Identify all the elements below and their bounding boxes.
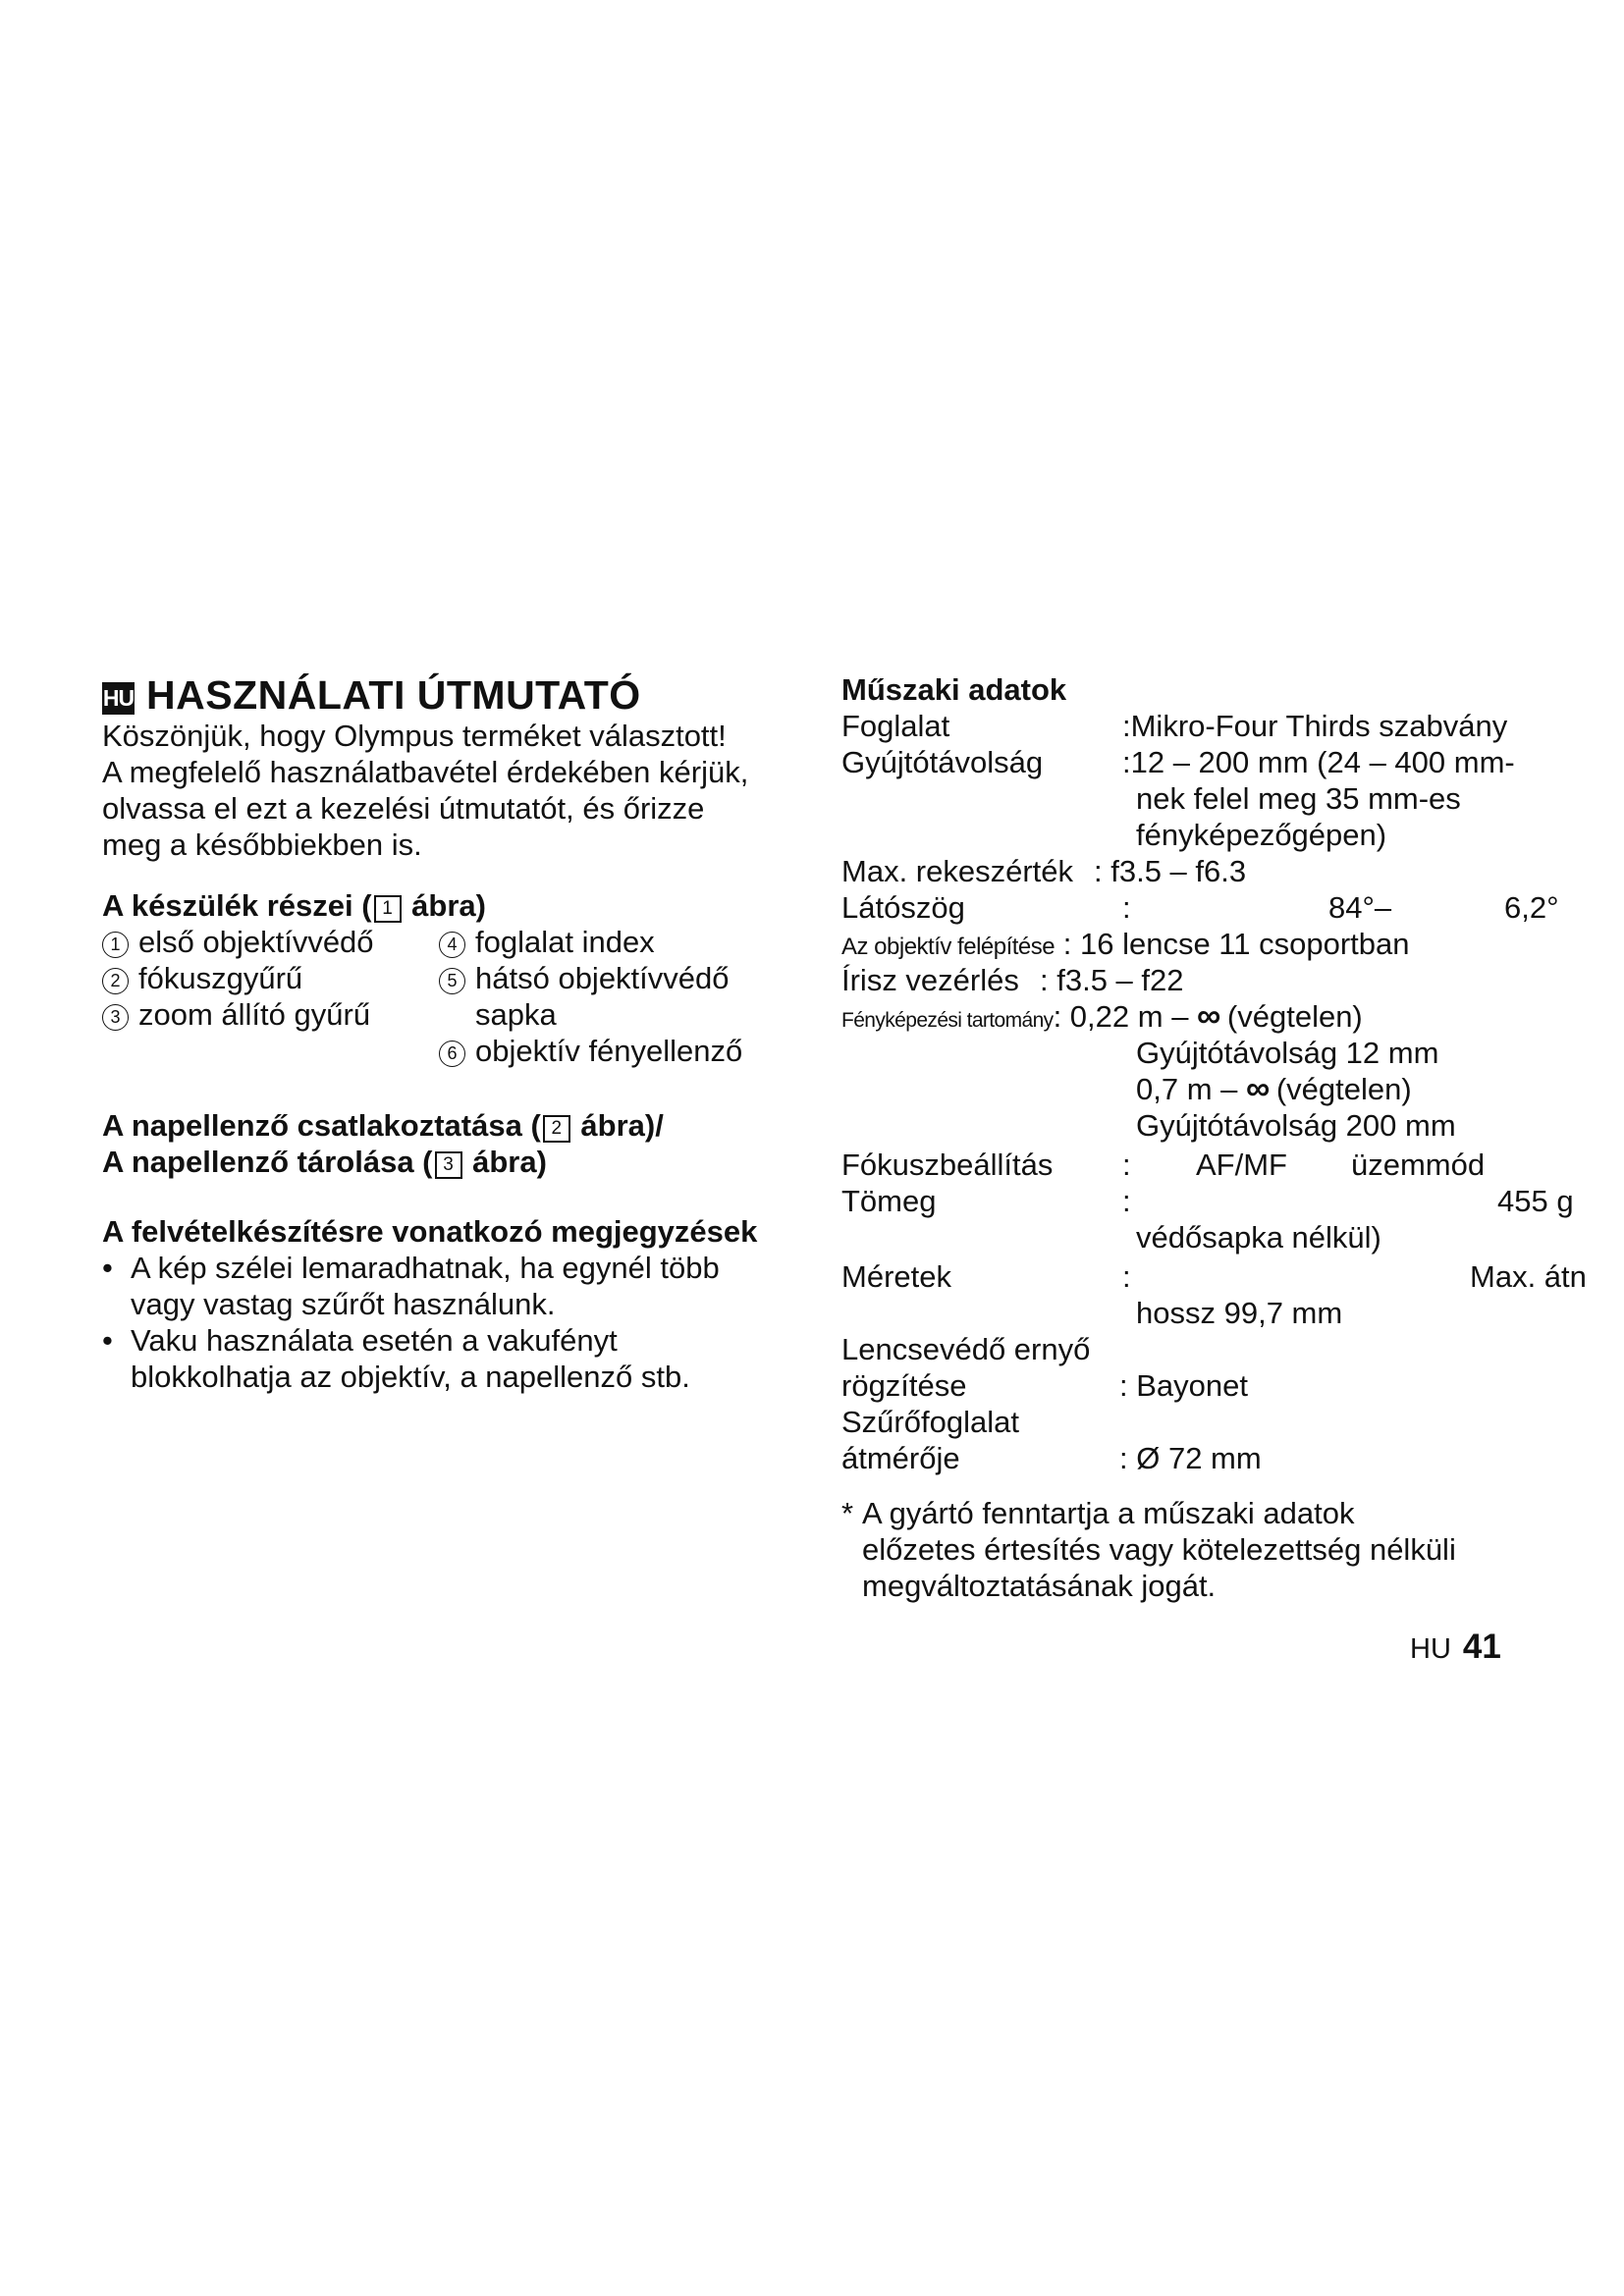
parts-heading-pre: A készülék részei ( <box>102 888 372 923</box>
spec-weight-value-2: védősapka nélkül) <box>1136 1220 1381 1255</box>
hood-heading-1 <box>102 1107 664 1144</box>
page-number: 41 <box>1462 1628 1501 1666</box>
note-1-line-1: A kép szélei lemaradhatnak, ha egynél több <box>131 1251 720 1285</box>
spec-angle-value-a: 84°– <box>1328 890 1392 925</box>
part-item-3 <box>102 996 370 1033</box>
footnote-line-2: előzetes értesítés vagy kötelezettség nélküli <box>862 1532 1456 1567</box>
part-label-4: foglalat index <box>475 925 655 959</box>
hu-language-badge: HU <box>102 682 135 715</box>
part-item-5 <box>439 960 730 996</box>
intro-line-4: meg a későbbiekben is. <box>102 828 422 862</box>
spec-focus-value-a: AF/MF <box>1196 1148 1287 1182</box>
spec-angle-colon: : <box>1122 890 1131 925</box>
hood-heading-1-post: ábra)/ <box>571 1108 664 1143</box>
footnote-line-3: megváltoztatásának jogát. <box>862 1569 1217 1603</box>
circled-number-2: 2 <box>102 968 129 994</box>
spec-weight-value: 455 g <box>1497 1184 1574 1218</box>
circled-number-5: 5 <box>439 968 465 994</box>
part-item-2 <box>102 960 302 996</box>
circled-number-4: 4 <box>439 932 465 958</box>
footnote-star: * <box>841 1496 854 1530</box>
infinity-symbol: ∞ <box>1197 997 1219 1035</box>
spec-aperture-value: : f3.5 – f6.3 <box>1094 854 1247 888</box>
notes-heading: A felvételkészítésre vonatkozó megjegyzések <box>102 1214 758 1249</box>
spec-range-value-4: Gyújtótávolság 200 mm <box>1136 1108 1456 1143</box>
spec-focal-value-1: :12 – 200 mm (24 – 400 mm- <box>1122 745 1515 779</box>
spec-hood-value: : Bayonet <box>1119 1368 1248 1403</box>
part-label-3: zoom állító gyűrű <box>138 997 371 1032</box>
page-lang: HU <box>1410 1633 1451 1665</box>
circled-number-3: 3 <box>102 1004 129 1031</box>
note-bullet-2: • <box>102 1323 113 1358</box>
spec-focal-value-3: fényképezőgépen) <box>1136 818 1387 852</box>
note-2-line-2: blokkolhatja az objektív, a napellenző stb. <box>131 1360 690 1394</box>
intro-line-2: A megfelelő használatbavétel érdekében kérjük, <box>102 755 749 789</box>
spec-focus-value-b: üzemmód <box>1351 1148 1486 1182</box>
spec-filter-value: : Ø 72 mm <box>1119 1441 1262 1475</box>
spec-dim-value-2: hossz 99,7 mm <box>1136 1296 1343 1330</box>
spec-focus-colon: : <box>1122 1148 1131 1182</box>
hood-heading-2 <box>102 1144 547 1180</box>
part-label-1: első objektívvédő <box>138 925 374 959</box>
spec-aperture-label: Max. rekeszérték <box>841 854 1074 888</box>
circled-number-1: 1 <box>102 932 129 958</box>
page-footer <box>1410 1628 1501 1669</box>
spec-range-value-3-pre: 0,7 m – <box>1136 1072 1246 1106</box>
figure-3-box: 3 <box>435 1151 462 1179</box>
circled-number-6: 6 <box>439 1041 465 1067</box>
note-2-line-1: Vaku használata esetén a vakufényt <box>131 1323 618 1358</box>
spec-dim-colon: : <box>1122 1259 1131 1294</box>
spec-angle-value-b: 6,2° <box>1504 890 1559 925</box>
spec-filter-label-1: Szűrőfoglalat <box>841 1405 1019 1439</box>
note-bullet-1: • <box>102 1251 113 1285</box>
spec-construction-label: Az objektív felépítése <box>841 934 1056 960</box>
spec-angle-label: Látószög <box>841 890 965 925</box>
part-label-6: objektív fényellenző <box>475 1034 743 1068</box>
spec-iris-label: Írisz vezérlés <box>841 963 1019 997</box>
spec-weight-label: Tömeg <box>841 1184 937 1218</box>
intro-line-1: Köszönjük, hogy Olympus terméket választott! <box>102 719 727 753</box>
hood-heading-1-pre: A napellenző csatlakoztatása ( <box>102 1108 541 1143</box>
footnote-line-1: A gyártó fenntartja a műszaki adatok <box>862 1496 1355 1530</box>
spec-range-value-2: Gyújtótávolság 12 mm <box>1136 1036 1439 1070</box>
spec-dim-value: Max. átn <box>1470 1259 1587 1294</box>
specs-heading: Műszaki adatok <box>841 672 1067 707</box>
spec-iris-value: : f3.5 – f22 <box>1040 963 1184 997</box>
spec-construction-value: : 16 lencse 11 csoportban <box>1062 927 1410 961</box>
spec-range-value-3 <box>1136 1071 1412 1107</box>
part-label-5-cont: sapka <box>475 997 557 1032</box>
hood-heading-2-pre: A napellenző tárolása ( <box>102 1145 433 1179</box>
part-label-5: hátsó objektívvédő <box>475 961 730 995</box>
parts-heading-post: ábra) <box>403 888 486 923</box>
spec-range-value-3-post: (végtelen) <box>1268 1072 1412 1106</box>
page-title <box>102 671 641 719</box>
figure-2-box: 2 <box>543 1115 570 1143</box>
spec-hood-label-1: Lencsevédő ernyő <box>841 1332 1091 1366</box>
note-1-line-2: vagy vastag szűrőt használunk. <box>131 1287 556 1321</box>
spec-range-value-1-post: (végtelen) <box>1218 999 1363 1034</box>
part-item-4 <box>439 924 655 960</box>
part-label-2: fókuszgyűrű <box>138 961 303 995</box>
spec-focal-label: Gyújtótávolság <box>841 745 1044 779</box>
hood-heading-2-post: ábra) <box>463 1145 547 1179</box>
spec-range-value-1-pre: : 0,22 m – <box>1053 999 1198 1034</box>
spec-dim-label: Méretek <box>841 1259 951 1294</box>
spec-mount-label: Foglalat <box>841 709 950 743</box>
part-item-1 <box>102 924 374 960</box>
spec-range-label: Fényképezési tartomány <box>841 1009 1054 1032</box>
spec-filter-label-2: átmérője <box>841 1441 960 1475</box>
parts-heading <box>102 887 486 924</box>
intro-line-3: olvassa el ezt a kezelési útmutatót, és őrizze <box>102 791 705 826</box>
spec-mount-value: :Mikro-Four Thirds szabvány <box>1122 709 1508 743</box>
spec-range-row <box>841 998 1363 1039</box>
part-item-6 <box>439 1033 742 1069</box>
spec-focus-label: Fókuszbeállítás <box>841 1148 1054 1182</box>
spec-hood-label-2: rögzítése <box>841 1368 967 1403</box>
title-text: HASZNÁLATI ÚTMUTATÓ <box>146 672 641 718</box>
spec-weight-colon: : <box>1122 1184 1131 1218</box>
spec-construction-row <box>841 926 1409 965</box>
infinity-symbol-2: ∞ <box>1246 1070 1269 1107</box>
figure-1-box: 1 <box>374 895 402 923</box>
spec-focal-value-2: nek felel meg 35 mm-es <box>1136 781 1461 816</box>
